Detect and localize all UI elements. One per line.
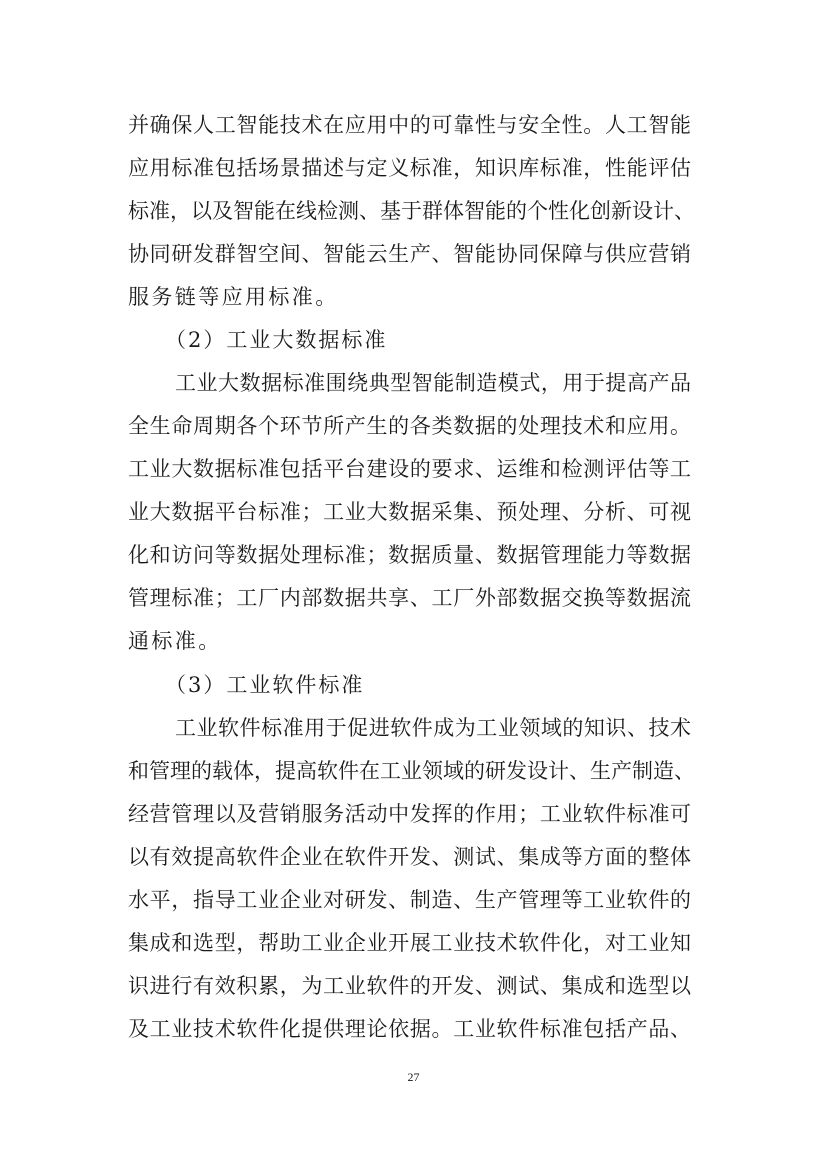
body-text-line: 工业大数据标准围绕典型智能制造模式，用于提高产品 bbox=[175, 371, 691, 395]
body-text-line: 工业大数据标准包括平台建设的要求、运维和检测评估等工 bbox=[128, 457, 691, 481]
section-heading: （3）工业软件标准 bbox=[165, 673, 365, 697]
body-text-line: 和管理的载体，提高软件在工业领域的研发设计、生产制造、 bbox=[128, 759, 695, 783]
body-text-line: 协同研发群智空间、智能云生产、智能协同保障与供应营销 bbox=[128, 242, 691, 266]
body-text-line: 工业软件标准用于促进软件成为工业领域的知识、技术 bbox=[175, 716, 691, 740]
body-text-line: 水平，指导工业企业对研发、制造、生产管理等工业软件的 bbox=[128, 888, 691, 912]
body-text-line: 服务链等应用标准。 bbox=[128, 285, 339, 309]
body-text-line: 化和访问等数据处理标准；数据质量、数据管理能力等数据 bbox=[128, 543, 691, 567]
body-text-line: 全生命周期各个环节所产生的各类数据的处理技术和应用。 bbox=[128, 414, 691, 438]
body-text-line: 通标准。 bbox=[128, 629, 222, 653]
body-text-line: 识进行有效积累，为工业软件的开发、测试、集成和选型以 bbox=[128, 974, 691, 998]
page-number: 27 bbox=[407, 1070, 420, 1084]
body-text-line: 应用标准包括场景描述与定义标准，知识库标准，性能评估 bbox=[128, 156, 691, 180]
section-heading: （2）工业大数据标准 bbox=[165, 328, 388, 352]
body-text-line: 及工业技术软件化提供理论依据。工业软件标准包括产品、 bbox=[128, 1017, 691, 1041]
body-text-line: 业大数据平台标准；工业大数据采集、预处理、分析、可视 bbox=[128, 500, 691, 524]
body-text-line: 经营管理以及营销服务活动中发挥的作用；工业软件标准可 bbox=[128, 802, 691, 826]
body-text-line: 管理标准；工厂内部数据共享、工厂外部数据交换等数据流 bbox=[128, 586, 691, 610]
body-text-line: 并确保人工智能技术在应用中的可靠性与安全性。人工智能 bbox=[128, 113, 691, 137]
body-text-line: 集成和选型，帮助工业企业开展工业技术软件化，对工业知 bbox=[128, 931, 691, 955]
body-text-line: 以有效提高软件企业在软件开发、测试、集成等方面的整体 bbox=[128, 845, 691, 869]
body-text-line: 标准，以及智能在线检测、基于群体智能的个性化创新设计、 bbox=[128, 199, 695, 223]
